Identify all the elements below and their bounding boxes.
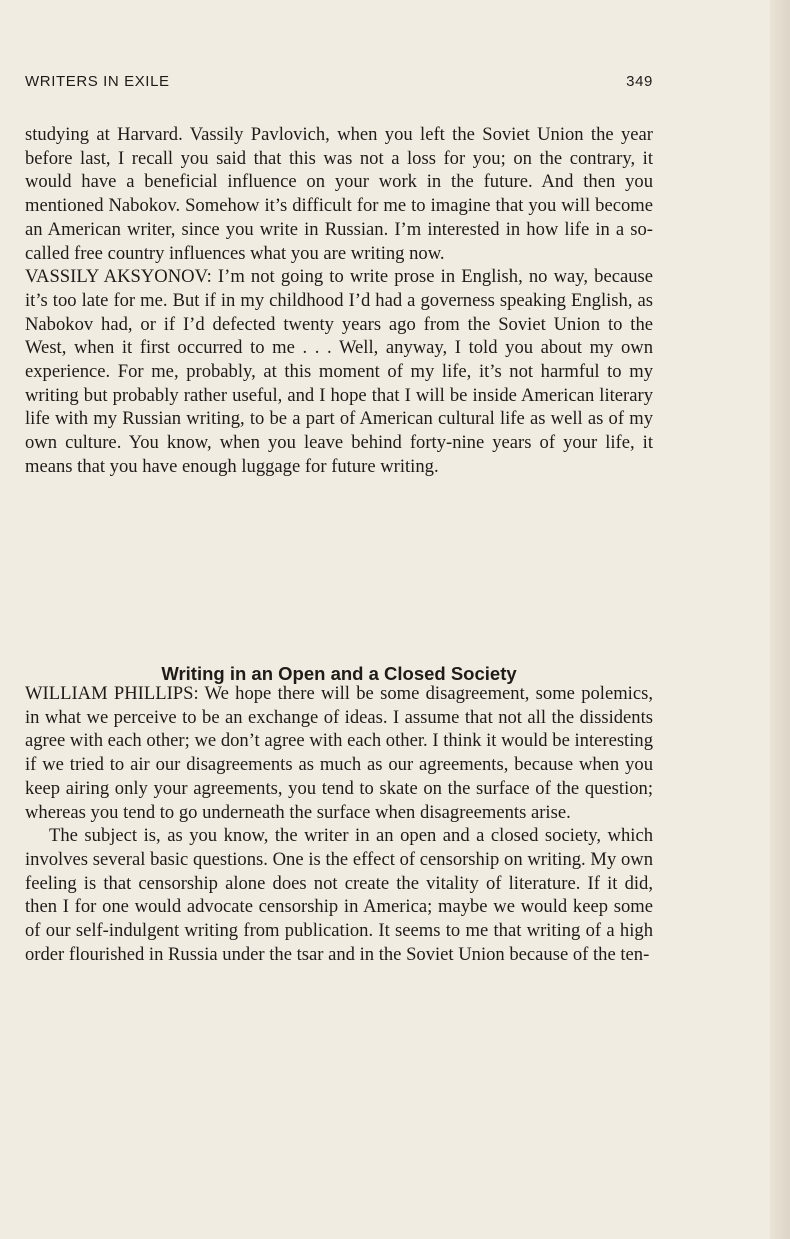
paragraph-continued: studying at Harvard. Vassily Pavlovich, when you left the Soviet Union the year before last, I recall you said that this was not a loss for you; on the contrary, it would have a beneficial influence on your work in the future. And then you mentioned Nabokov. Somehow it’s difficult for me to imagine that you will become an American writer, since you write in Russian. I’m interested in how life in a so-called free country influences what you are writing now. [25, 124, 653, 264]
paragraph-subject: The subject is, as you know, the writer in an open and a closed society, which involves several basic questions. One is the effect of censorship on writing. My own feeling is that censorship alone does not create the vitality of literature. If it did, then I for one would advocate censorship in America; maybe we would keep some of our self-indulgent writing from publication. It seems to me that writing of a high order flourished in Russia under the tsar and in the Soviet Union because of the ten- [25, 825, 653, 965]
section-heading: Writing in an Open and a Closed Society [161, 663, 517, 684]
paragraph-aksyonov: VASSILY AKSYONOV: I’m not going to write prose in English, no way, because it’s too late for me. But if in my childhood I’d had a governess speaking English, as Nabokov had, or if I’d defected twenty years ago from the Soviet Union to the West, when it first occurred to me . . . Well, anyway, I told you about my own experience. For me, probably, at this moment of my life, it’s not harmful to my writing but probably rather useful, and I hope that I will be inside American literary life with my Russian writing, to be a part of American cultural life as well as of my own culture. You know, when you leave behind forty-nine years of your life, it means that you have enough luggage for future writing. [25, 266, 653, 477]
page-edge [770, 0, 790, 1239]
paragraph-phillips: WILLIAM PHILLIPS: We hope there will be some disagreement, some polemics, in what we perceive to be an exchange of ideas. I assume that not all the dissidents agree with each other; we don’t agree with each other. I think it would be interesting if we tried to air our disagreements as much as our agreements, because when you keep airing only your agreements, you tend to skate on the surface of the question; whereas you tend to go underneath the surface when disagreements arise. [25, 683, 653, 823]
text-block-2 [25, 682, 653, 966]
running-title: WRITERS IN EXILE [25, 73, 170, 90]
text-block-1 [25, 123, 653, 479]
page-number: 349 [626, 73, 653, 90]
running-head [25, 73, 653, 90]
